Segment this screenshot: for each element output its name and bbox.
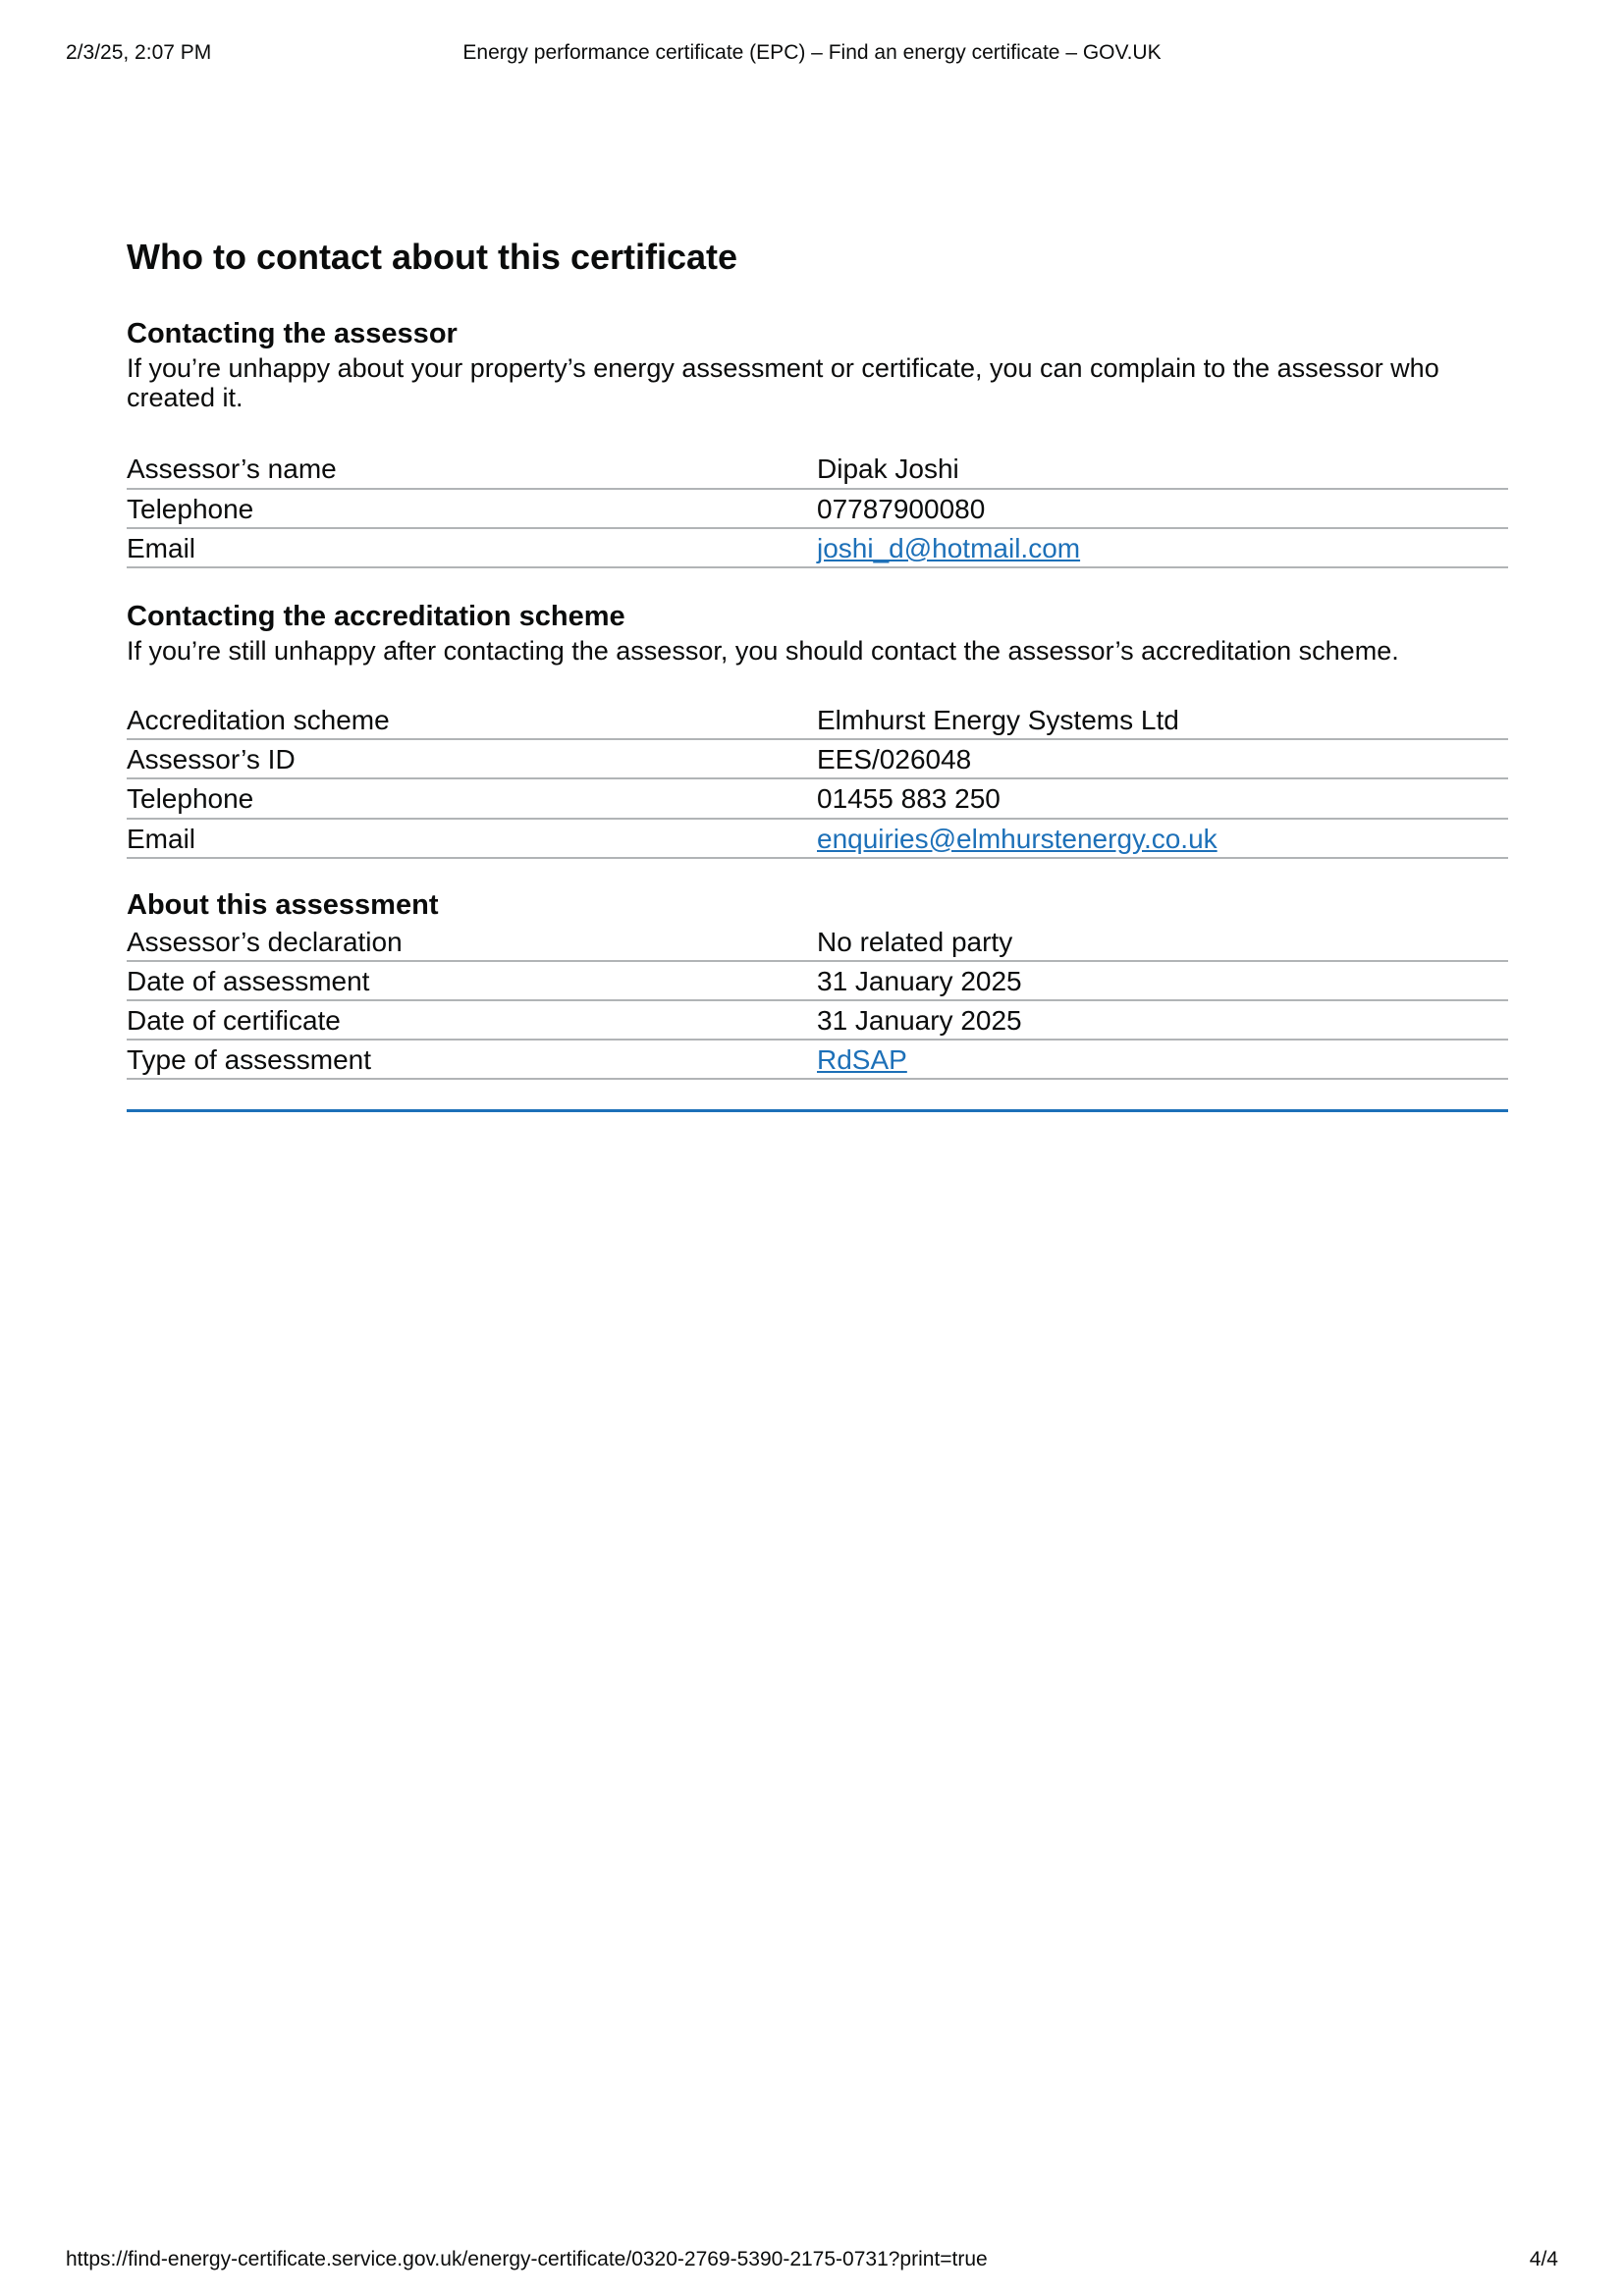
scheme-email-row <box>127 819 1508 858</box>
certificate-date-row <box>127 1000 1508 1040</box>
scheme-email-cell <box>817 819 1508 858</box>
assessment-type-row <box>127 1040 1508 1079</box>
about-details-table <box>127 923 1508 1081</box>
certificate-date-label: Date of certificate <box>127 1000 817 1040</box>
assessor-id-label: Assessor’s ID <box>127 739 817 778</box>
scheme-name-row <box>127 701 1508 739</box>
scheme-email-label: Email <box>127 819 817 858</box>
document-title: Energy performance certificate (EPC) – Find an energy certificate – GOV.UK <box>462 41 1162 64</box>
assessment-type-cell <box>817 1040 1508 1079</box>
assessor-email-cell <box>817 528 1508 567</box>
assessor-heading: Contacting the assessor <box>127 318 458 350</box>
assessor-email-link[interactable]: joshi_d@hotmail.com <box>817 532 1081 563</box>
accreditation-scheme-section <box>127 600 1508 859</box>
assessor-email-label: Email <box>127 528 817 567</box>
assessor-telephone-label: Telephone <box>127 489 817 528</box>
scheme-heading: Contacting the accreditation scheme <box>127 601 625 633</box>
assessment-type-link[interactable]: RdSAP <box>817 1044 907 1076</box>
page-url: https://find-energy-certificate.service.gov.uk/energy-certificate/0320-2769-5390-2175-0731?print=true <box>66 2248 988 2270</box>
assessor-id-value: EES/026048 <box>817 739 1508 778</box>
scheme-name-value: Elmhurst Energy Systems Ltd <box>817 701 1508 739</box>
about-heading: About this assessment <box>127 888 439 921</box>
assessor-details-table <box>127 450 1508 568</box>
scheme-telephone-value: 01455 883 250 <box>817 778 1508 818</box>
scheme-name-label: Accreditation scheme <box>127 701 817 739</box>
main-content <box>127 236 1508 1112</box>
scheme-email-link[interactable]: enquiries@elmhurstenergy.co.uk <box>817 823 1218 854</box>
assessor-intro: If you’re unhappy about your property’s energy assessment or certificate, you can complain to the assessor who created it. <box>127 352 1439 413</box>
page-number: 4/4 <box>1529 2248 1558 2270</box>
about-assessment-section <box>127 888 1508 1081</box>
scheme-intro: If you’re still unhappy after contacting the assessor, you should contact the assessor’s accreditation scheme. <box>127 635 1399 666</box>
declaration-value: No related party <box>817 923 1508 961</box>
certificate-date-value: 31 January 2025 <box>817 1000 1508 1040</box>
assessor-name-value: Dipak Joshi <box>817 450 1508 488</box>
declaration-label: Assessor’s declaration <box>127 923 817 961</box>
assessment-date-row <box>127 961 1508 1000</box>
assessment-date-label: Date of assessment <box>127 961 817 1000</box>
assessment-type-label: Type of assessment <box>127 1040 817 1079</box>
assessor-telephone-row <box>127 489 1508 528</box>
assessor-id-row <box>127 739 1508 778</box>
scheme-telephone-row <box>127 778 1508 818</box>
assessor-email-row <box>127 528 1508 567</box>
assessment-date-value: 31 January 2025 <box>817 961 1508 1000</box>
assessor-name-row <box>127 450 1508 488</box>
scheme-details-table <box>127 701 1508 859</box>
page-heading: Who to contact about this certificate <box>127 237 738 277</box>
assessor-contact-section <box>127 317 1508 568</box>
print-datetime: 2/3/25, 2:07 PM <box>66 41 212 64</box>
scheme-telephone-label: Telephone <box>127 778 817 818</box>
assessor-telephone-value: 07787900080 <box>817 489 1508 528</box>
print-header <box>66 41 1558 71</box>
section-end-rule <box>127 1109 1508 1112</box>
declaration-row <box>127 923 1508 961</box>
print-footer <box>66 2248 1558 2277</box>
assessor-name-label: Assessor’s name <box>127 450 817 488</box>
